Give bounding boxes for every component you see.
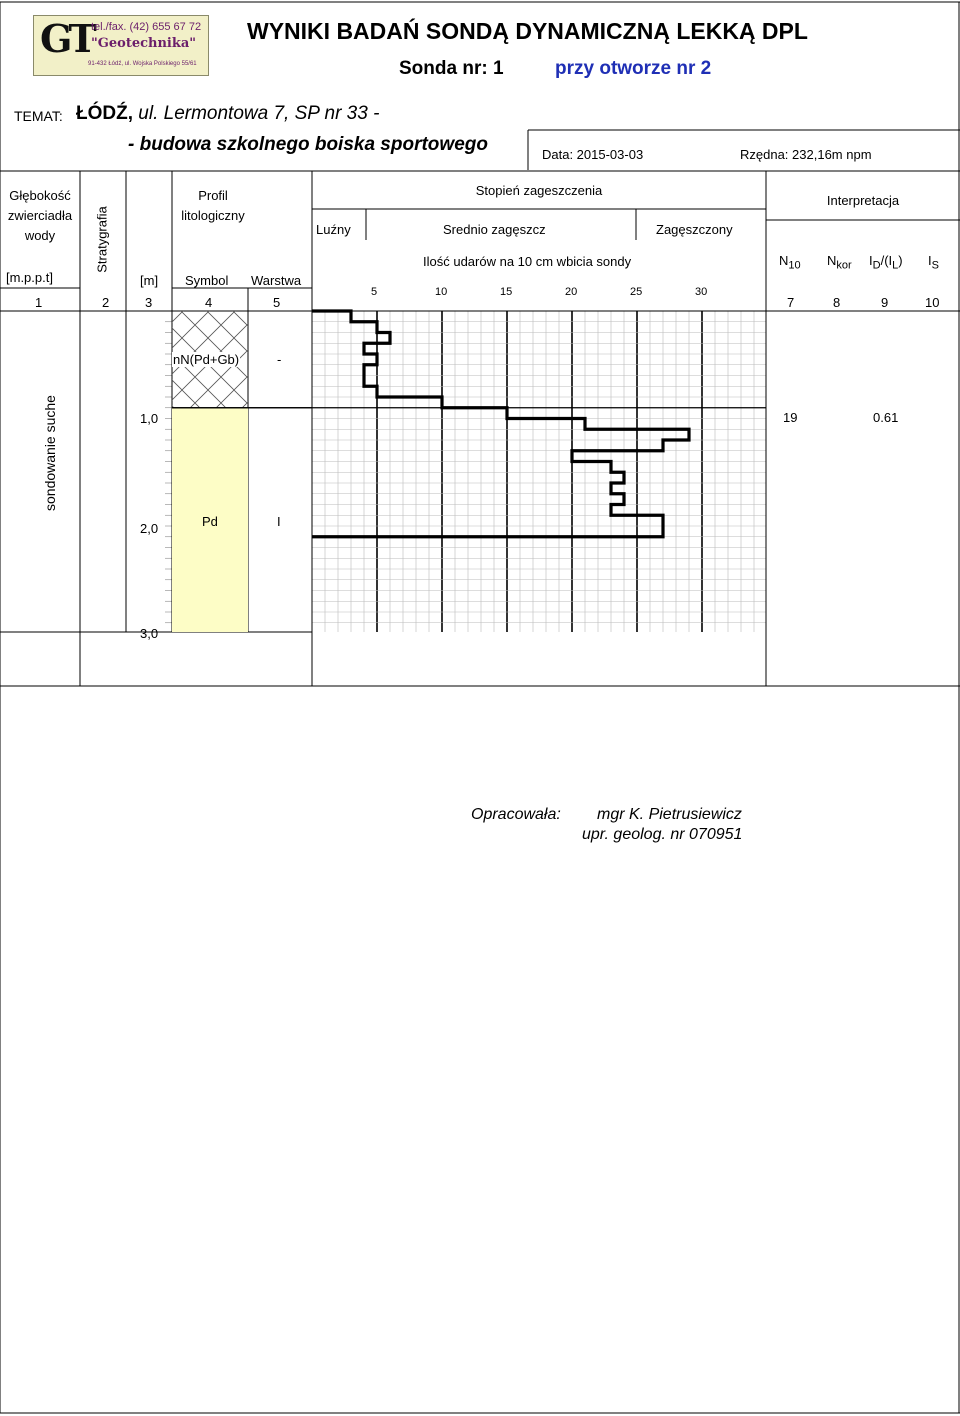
dense-label: Zagęszczony	[656, 222, 733, 237]
x-tick-30: 30	[695, 286, 708, 298]
id-subscript: D	[872, 259, 881, 272]
loose-label: Luźny	[316, 222, 351, 237]
depth-label-3: 3,0	[140, 626, 159, 641]
layer2-warstwa: I	[277, 514, 281, 529]
temat-address: ul. Lermontowa 7, SP nr 33 -	[133, 103, 380, 124]
col-number-8: 8	[833, 295, 841, 310]
col-number-7: 7	[787, 295, 795, 310]
id-value: 0.61	[873, 410, 899, 425]
col-depth-unit: [m.p.p.t]	[6, 270, 53, 285]
temat-city: ŁÓDŹ,	[76, 103, 133, 124]
borehole-reference: przy otworze nr 2	[555, 58, 712, 79]
col-number-4: 4	[205, 295, 213, 310]
temat-label: TEMAT:	[14, 108, 63, 124]
medium-dense-label: Srednio zagęszcz	[443, 222, 546, 237]
col-stratigraphy-header: Stratygrafia	[94, 206, 110, 273]
col-number-2: 2	[102, 295, 110, 310]
depth-label-1: 1,0	[140, 411, 159, 426]
depth-label-2: 2,0	[140, 521, 159, 536]
col-depth-line2: zwierciadła	[7, 208, 73, 223]
layer1-symbol: nN(Pd+Gb)	[173, 352, 240, 367]
il-close: )	[898, 253, 903, 268]
col-number-3: 3	[145, 295, 153, 310]
col-symbol-header: Symbol	[185, 273, 229, 288]
nkor-header	[827, 253, 852, 272]
probing-method-label: sondowanie suche	[42, 395, 58, 511]
col-depth-line1: Głębokość	[9, 188, 71, 203]
is-symbol: I	[928, 253, 932, 268]
n10-value: 19	[783, 410, 798, 425]
chart-grid	[165, 311, 766, 632]
x-tick-5: 5	[371, 286, 378, 298]
n10-subscript: 10	[788, 259, 801, 272]
col-profile-header	[171, 186, 255, 226]
col-number-10: 10	[925, 295, 940, 310]
ground-elevation: Rzędna: 232,16m npm	[740, 147, 872, 162]
n10-header	[779, 253, 801, 272]
col-profile-line2: litologiczny	[181, 208, 245, 223]
x-tick-25: 25	[630, 286, 643, 298]
x-tick-20: 20	[565, 286, 578, 298]
page-title: WYNIKI BADAŃ SONDĄ DYNAMICZNĄ LEKKĄ DPL	[247, 18, 808, 44]
sonda-number: Sonda nr: 1	[399, 58, 504, 79]
logo-phone: tel./fax. (42) 655 67 72	[91, 21, 202, 33]
il-subscript: L	[892, 259, 899, 272]
col-number-1: 1	[35, 295, 43, 310]
blows-per-10cm-label: Ilość udarów na 10 cm wbicia sondy	[423, 254, 632, 269]
logo-mark: GT	[40, 16, 93, 61]
col-warstwa-header: Warstwa	[251, 273, 302, 288]
temat-line-2: - budowa szkolnego boiska sportowego	[128, 134, 488, 155]
id-il-header	[869, 253, 903, 272]
prepared-by-license: upr. geolog. nr 070951	[582, 826, 743, 843]
col-profile-line1: Profil	[198, 188, 228, 203]
blow-count-series	[312, 311, 689, 537]
id-symbol: I	[869, 253, 873, 268]
x-tick-15: 15	[500, 286, 513, 298]
nkor-subscript: kor	[836, 259, 852, 272]
n10-symbol: N	[779, 253, 789, 268]
col-depth-line3: wody	[24, 228, 56, 243]
il-open: /(I	[880, 253, 893, 268]
is-header	[928, 253, 939, 272]
logo-company-name: "Geotechnika"	[91, 36, 197, 51]
lithology-profile	[172, 311, 766, 632]
nkor-symbol: N	[827, 253, 837, 268]
is-subscript: S	[931, 259, 939, 272]
layer2-symbol: Pd	[202, 514, 218, 529]
col-number-5: 5	[273, 295, 281, 310]
col-number-9: 9	[881, 295, 889, 310]
layer1-warstwa: -	[277, 352, 282, 367]
survey-date: Data: 2015-03-03	[542, 147, 644, 162]
logo-address: 91-432 Łódź, ul. Wojska Polskiego 55/61	[88, 61, 197, 67]
blow-count-line	[312, 311, 689, 537]
table-frame	[0, 2, 960, 1413]
prepared-by-name: mgr K. Pietrusiewicz	[597, 806, 742, 823]
col-depth-water-header	[0, 186, 80, 246]
prepared-by-label: Opracowała:	[471, 806, 561, 823]
interpretation-header: Interpretacja	[826, 193, 900, 208]
col-depth-m-header: [m]	[140, 273, 159, 288]
x-tick-10: 10	[435, 286, 448, 298]
compaction-degree-header: Stopień zageszczenia	[475, 183, 603, 198]
